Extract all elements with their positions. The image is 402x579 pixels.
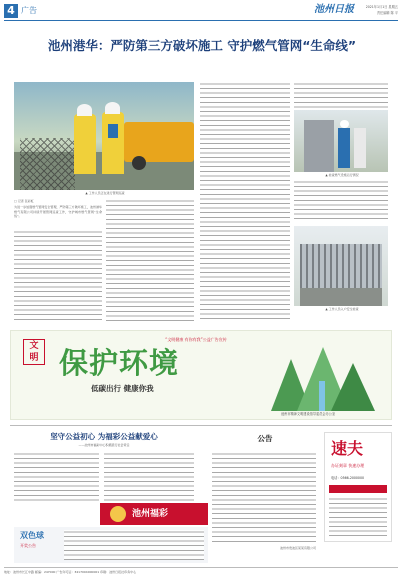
psa-banner: [10, 330, 392, 420]
lottery-headline: 坚守公益初心 为福彩公益献爱心: [50, 432, 158, 441]
notice-signature: 池州市贵池区某某有限公司: [279, 546, 316, 550]
footer-rule: [4, 567, 398, 568]
article-lead: 为进一步加强燃气管网安全管理，严防第三方破坏施工，池州港华燃气有限公司持续开展管网巡查工作，守护城市燃气管网“生命线”。: [14, 205, 102, 219]
masthead: 池州日报: [314, 4, 354, 15]
header-rule: [4, 20, 398, 21]
side-ad-band: [329, 485, 387, 493]
article-headline: 池州港华：严防第三方破坏施工 守护燃气管网“生命线”: [47, 38, 357, 53]
article-photo-workers: [14, 82, 194, 190]
footer-text: 地址：池州市长江中路 邮编：247000 广告许可证：3417004000001 印刷：池州日报社印务中心: [4, 570, 137, 574]
lottery-text-col1: [14, 452, 99, 502]
banner-illustration: [261, 341, 381, 411]
side-ad-line1: 办证刻章 快速办理: [331, 463, 365, 468]
notice-title: 公告: [257, 434, 273, 443]
side-ad-text: [329, 497, 387, 537]
banner-title: 保护环境: [59, 346, 180, 380]
section-label: 广告: [21, 6, 37, 15]
article-byline: □ 记者 张彩虹: [14, 199, 34, 203]
draw-results-table: [64, 530, 204, 560]
photo1-caption: ▲ 工作人员正在进行管网巡查: [85, 191, 125, 195]
draw-panel: [14, 527, 208, 563]
article-col4-text: [294, 82, 388, 108]
banner-logo-seal: 文 明: [23, 339, 45, 365]
page-number-badge: 4: [4, 4, 18, 18]
photo2-caption: ▲ 检查燃气设施运行情况: [325, 173, 359, 177]
draw-subtitle: 开奖公告: [20, 543, 36, 548]
article-photo-inspection: [294, 110, 388, 172]
side-ad-title: 速夫: [331, 439, 364, 458]
page-header: [4, 3, 398, 21]
banner-credit: 池州市精神文明建设指导委员会办公室: [281, 412, 336, 416]
article-col4-text-b: [294, 180, 388, 222]
lottery-logo-block: [100, 503, 208, 525]
banner-subtitle: 低碳出行 健康你我: [91, 384, 154, 393]
banner-slogan-top: “文明健康 有你有我”公益广告宣传: [165, 337, 227, 342]
lottery-subhead: ——池州市福彩中心积极践行社会责任: [78, 443, 130, 447]
lottery-text-col2: [104, 452, 194, 502]
notice-text: [212, 452, 316, 544]
date-line: 2021年1月1日 星期五: [365, 5, 398, 9]
article-col3-text: [200, 82, 290, 322]
edit-line: 责任编辑 陈 平: [376, 11, 398, 15]
article-col1-text: [14, 230, 102, 322]
lottery-logo-icon: [110, 506, 126, 522]
draw-title: 双色球: [20, 531, 44, 540]
lottery-logo-text: 池州福彩: [132, 509, 169, 519]
photo3-caption: ▲ 工作人员入户安全检查: [325, 307, 359, 311]
article-col2-text: [106, 199, 194, 322]
side-ad-line2: 电话：0566-2000000: [331, 476, 365, 480]
lower-divider: [10, 425, 392, 426]
side-ad: [324, 432, 392, 542]
article-photo-home-check: [294, 226, 388, 306]
